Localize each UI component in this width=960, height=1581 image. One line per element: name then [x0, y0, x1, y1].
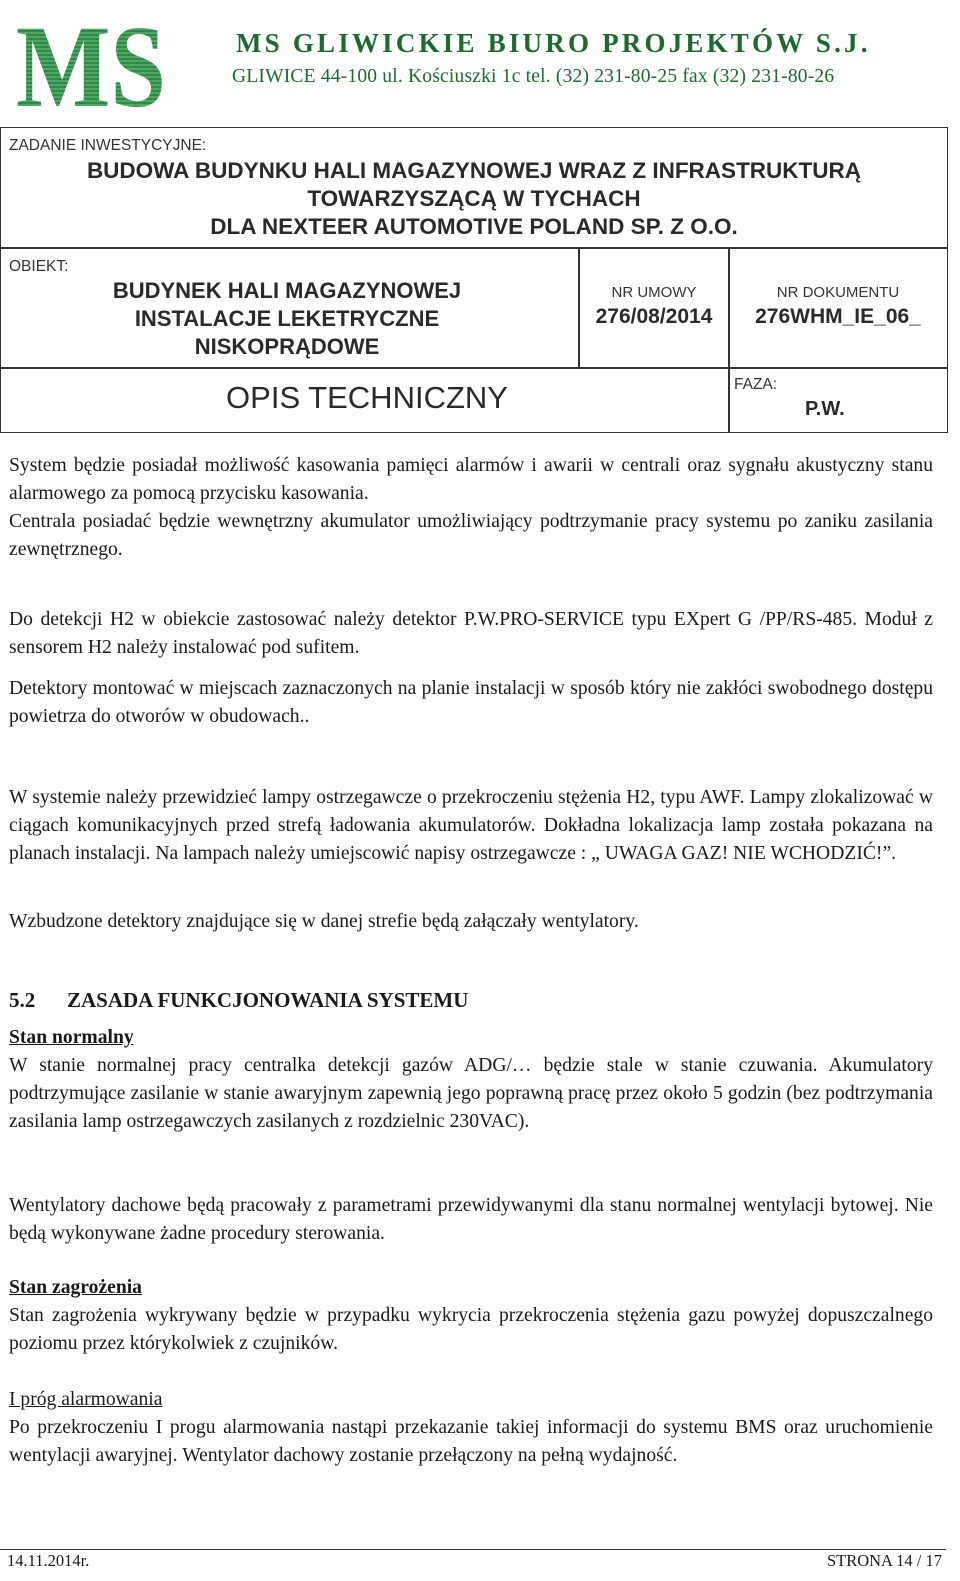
document-type: OPIS TECHNICZNY	[226, 380, 508, 415]
investment-line: BUDOWA BUDYNKU HALI MAGAZYNOWEJ WRAZ Z INFRASTRUKTURĄ	[86, 158, 862, 183]
object-line: NISKOPRĄDOWE	[194, 334, 380, 359]
contract-number-value: 276/08/2014	[595, 305, 713, 328]
phase-label: FAZA:	[734, 376, 778, 393]
text-block-6	[9, 1024, 933, 1136]
paragraph: Wentylatory dachowe będą pracowały z parametrami przewidywanymi dla stanu normalnej wentylacji bytowej. Nie będą wykonywane żadne procedury sterowania.	[9, 1195, 933, 1244]
subheading-normal-state: Stan normalny	[9, 1027, 134, 1048]
investment-label: ZADANIE INWESTYCYJNE:	[9, 137, 207, 154]
section-title: ZASADA FUNKCJONOWANIA SYSTEMU	[67, 988, 469, 1012]
footer-page-number: STRONA 14 / 17	[826, 1551, 942, 1570]
paragraph: Stan zagrożenia wykrywany będzie w przypadku wykrycia przekroczenia stężenia gazu powyżej dopuszczalnego poziomu przez którykolwiek z czujników.	[9, 1305, 933, 1354]
investment-title	[0, 157, 948, 241]
footer-date: 14.11.2014r.	[7, 1551, 90, 1570]
contract-number-label: NR UMOWY	[611, 284, 697, 301]
section-number: 5.2	[9, 988, 36, 1012]
section-heading	[9, 988, 468, 1013]
footer-divider	[0, 1549, 946, 1550]
phase-value: P.W.	[805, 398, 845, 420]
paragraph: Centrala posiadać będzie wewnętrzny akumulator umożliwiający podtrzymanie pracy systemu po zaniku zasilania zewnętrznego.	[9, 511, 933, 560]
paragraph: Po przekroczeniu I progu alarmowania nastąpi przekazanie takiej informacji do systemu BMS oraz uruchomienie wentylacji awaryjnej. Wentylator dachowy zostanie przełączony na pełną wydajność.	[9, 1417, 933, 1466]
text-block-4	[9, 784, 933, 868]
text-block-5	[9, 908, 933, 936]
text-block-2	[9, 606, 933, 662]
investment-line: TOWARZYSZĄCĄ W TYCHACH	[307, 186, 641, 211]
text-block-9	[9, 1386, 933, 1470]
text-block-1	[9, 452, 933, 564]
text-block-7	[9, 1192, 933, 1248]
company-name: MS GLIWICKIE BIURO PROJEKTÓW S.J.	[236, 28, 871, 58]
logo-text: MS	[16, 1, 166, 132]
object-label: OBIEKT:	[9, 258, 69, 275]
document-number-label: NR DOKUMENTU	[776, 284, 900, 301]
object-line: BUDYNEK HALI MAGAZYNOWEJ	[112, 278, 462, 303]
object-title	[80, 277, 494, 361]
paragraph: W systemie należy przewidzieć lampy ostrzegawcze o przekroczeniu stężenia H2, typu AWF. Lampy zlokalizować w ciągach komunikacyjnych przed strefą ładowania akumulatorów. Dokładna lokalizacja lamp została pokazana na planach instalacji. Na lampach należy umiejscowić napisy ostrzegawcze : „ UWAGA GAZ! NIE WCHODZIĆ!”.	[9, 787, 933, 864]
company-logo	[16, 1, 168, 132]
paragraph: Detektory montować w miejscach zaznaczonych na planie instalacji w sposób który nie zakłóci swobodnego dostępu powietrza do otworów w obudowach..	[9, 678, 933, 727]
document-number-value: 276WHM_IE_06_	[755, 305, 921, 328]
paragraph: Do detekcji H2 w obiekcie zastosować należy detektor P.W.PRO-SERVICE typu EXpert G /PP/RS-485. Moduł z sensorem H2 należy instalować pod sufitem.	[9, 609, 933, 658]
paragraph: System będzie posiadał możliwość kasowania pamięci alarmów i awarii w centrali oraz sygnału akustyczny stanu alarmowego za pomocą przycisku kasowania.	[9, 455, 933, 504]
company-address: GLIWICE 44-100 ul. Kościuszki 1c tel. (32) 231-80-25 fax (32) 231-80-26	[232, 66, 835, 87]
text-block-3	[9, 675, 933, 731]
subheading-threat-state: Stan zagrożenia	[9, 1277, 142, 1298]
paragraph: W stanie normalnej pracy centralka detekcji gazów ADG/… będzie stale w stanie czuwania. Akumulatory podtrzymujące zasilanie w stanie awaryjnym zapewnią jego poprawną pracę przez około 5 godzin (bez podtrzymania zasilania lamp ostrzegawczych zasilanych z rozdzielnic 230VAC).	[9, 1055, 933, 1132]
subheading-alarm-threshold-1: I próg alarmowania	[9, 1389, 163, 1410]
document-header-table	[0, 127, 948, 433]
paragraph: Wzbudzone detektory znajdujące się w danej strefie będą załączały wentylatory.	[9, 911, 639, 932]
text-block-8	[9, 1274, 933, 1358]
investment-line: DLA NEXTEER AUTOMOTIVE POLAND SP. Z O.O.	[210, 214, 738, 239]
object-line: INSTALACJE LEKETRYCZNE	[134, 306, 440, 331]
